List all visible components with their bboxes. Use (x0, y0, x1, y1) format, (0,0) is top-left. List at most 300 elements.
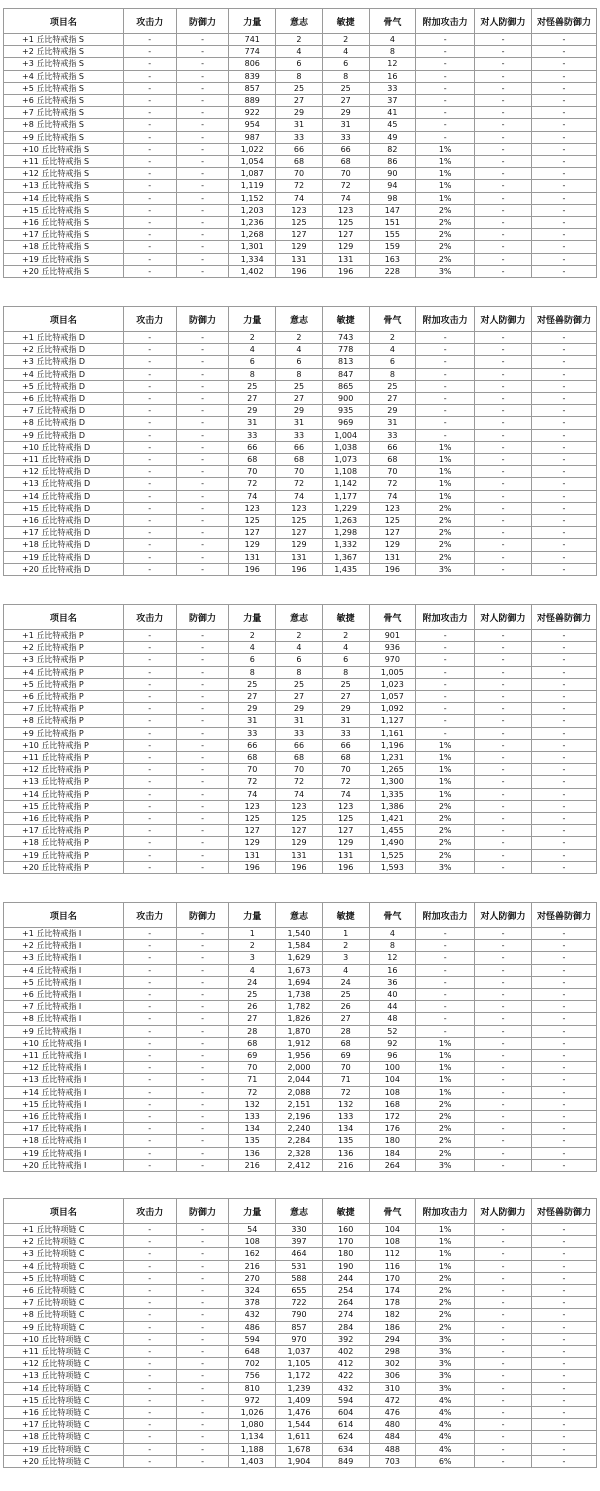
table-row (4, 441, 597, 453)
cell-attack: - (123, 861, 176, 873)
cell-defense: - (176, 82, 229, 94)
cell-agility: 900 (322, 393, 369, 405)
cell-spirit: 6 (369, 356, 416, 368)
cell-will: 70 (276, 466, 323, 478)
cell-pve-defense: - (531, 344, 596, 356)
cell-pvp-defense: - (475, 253, 532, 265)
cell-bonus-attack: 1% (416, 478, 475, 490)
cell-spirit: 70 (369, 466, 416, 478)
cell-pvp-defense: - (475, 654, 532, 666)
cell-strength: 1,080 (229, 1419, 276, 1431)
cell-pvp-defense: - (475, 131, 532, 143)
cell-spirit: 1,161 (369, 727, 416, 739)
cell-name: +11 丘比特戒指 S (4, 156, 124, 168)
cell-pve-defense: - (531, 861, 596, 873)
cell-bonus-attack: 6% (416, 1455, 475, 1467)
cell-name: +17 丘比特戒指 I (4, 1123, 124, 1135)
cell-pvp-defense: - (475, 1025, 532, 1037)
cell-name: +6 丘比特戒指 S (4, 95, 124, 107)
cell-attack: - (123, 58, 176, 70)
cell-defense: - (176, 1123, 229, 1135)
cell-pvp-defense: - (475, 478, 532, 490)
cell-attack: - (123, 515, 176, 527)
table-row (4, 703, 597, 715)
cell-attack: - (123, 204, 176, 216)
cell-will: 68 (276, 156, 323, 168)
cell-defense: - (176, 229, 229, 241)
cell-strength: 1,152 (229, 192, 276, 204)
cell-agility: 865 (322, 380, 369, 392)
cell-attack: - (123, 1025, 176, 1037)
cell-name: +12 丘比特戒指 I (4, 1062, 124, 1074)
cell-spirit: 29 (369, 405, 416, 417)
cell-bonus-attack: 1% (416, 454, 475, 466)
cell-defense: - (176, 1025, 229, 1037)
cell-agility: 1,142 (322, 478, 369, 490)
cell-pve-defense: - (531, 527, 596, 539)
cell-will: 8 (276, 666, 323, 678)
cell-bonus-attack: - (416, 703, 475, 715)
cell-will: 1,956 (276, 1050, 323, 1062)
table-row (4, 393, 597, 405)
cell-pvp-defense: - (475, 143, 532, 155)
cell-strength: 132 (229, 1098, 276, 1110)
cell-bonus-attack: 1% (416, 788, 475, 800)
cell-defense: - (176, 1074, 229, 1086)
cell-strength: 324 (229, 1285, 276, 1297)
cell-name: +9 丘比特戒指 S (4, 131, 124, 143)
cell-agility: 129 (322, 837, 369, 849)
table-row (4, 1135, 597, 1147)
table-header-row (4, 605, 597, 630)
stats-table (3, 902, 597, 1172)
cell-strength: 123 (229, 800, 276, 812)
cell-strength: 74 (229, 490, 276, 502)
cell-name: +4 丘比特戒指 S (4, 70, 124, 82)
cell-pvp-defense: - (475, 1419, 532, 1431)
cell-agility: 422 (322, 1370, 369, 1382)
cell-strength: 25 (229, 380, 276, 392)
cell-name: +5 丘比特戒指 S (4, 82, 124, 94)
cell-attack: - (123, 119, 176, 131)
cell-spirit: 108 (369, 1236, 416, 1248)
cell-agility: 4 (322, 642, 369, 654)
cell-will: 1,629 (276, 952, 323, 964)
cell-attack: - (123, 168, 176, 180)
cell-pve-defense: - (531, 466, 596, 478)
cell-attack: - (123, 344, 176, 356)
cell-attack: - (123, 393, 176, 405)
cell-strength: 71 (229, 1074, 276, 1086)
cell-name: +7 丘比特戒指 D (4, 405, 124, 417)
table-row (4, 1111, 597, 1123)
cell-strength: 33 (229, 727, 276, 739)
cell-strength: 270 (229, 1272, 276, 1284)
cell-pve-defense: - (531, 515, 596, 527)
cell-strength: 972 (229, 1394, 276, 1406)
cell-name: +5 丘比特戒指 D (4, 380, 124, 392)
cell-spirit: 1,231 (369, 752, 416, 764)
table-row (4, 204, 597, 216)
cell-agility: 68 (322, 156, 369, 168)
cell-defense: - (176, 1224, 229, 1236)
table-row (4, 1037, 597, 1049)
cell-spirit: 86 (369, 156, 416, 168)
cell-attack: - (123, 143, 176, 155)
cell-name: +1 丘比特戒指 S (4, 34, 124, 46)
cell-pvp-defense: - (475, 217, 532, 229)
cell-pvp-defense: - (475, 332, 532, 344)
cell-attack: - (123, 630, 176, 642)
cell-pvp-defense: - (475, 1224, 532, 1236)
cell-pve-defense: - (531, 940, 596, 952)
column-header-defense: 防御力 (176, 1199, 229, 1224)
cell-agility: 134 (322, 1123, 369, 1135)
cell-spirit: 196 (369, 563, 416, 575)
cell-defense: - (176, 393, 229, 405)
cell-name: +18 丘比特戒指 D (4, 539, 124, 551)
cell-strength: 4 (229, 344, 276, 356)
cell-bonus-attack: 3% (416, 1370, 475, 1382)
cell-name: +6 丘比特戒指 I (4, 989, 124, 1001)
cell-strength: 839 (229, 70, 276, 82)
cell-spirit: 96 (369, 1050, 416, 1062)
cell-pvp-defense: - (475, 1098, 532, 1110)
cell-pvp-defense: - (475, 563, 532, 575)
cell-bonus-attack: - (416, 46, 475, 58)
table-row (4, 837, 597, 849)
cell-agility: 614 (322, 1419, 369, 1431)
column-header-attack: 攻击力 (123, 605, 176, 630)
cell-attack: - (123, 478, 176, 490)
cell-agility: 8 (322, 70, 369, 82)
cell-will: 27 (276, 95, 323, 107)
cell-will: 27 (276, 691, 323, 703)
cell-will: 27 (276, 393, 323, 405)
table-row (4, 1272, 597, 1284)
cell-spirit: 8 (369, 940, 416, 952)
cell-spirit: 112 (369, 1248, 416, 1260)
cell-attack: - (123, 1272, 176, 1284)
cell-defense: - (176, 217, 229, 229)
cell-will: 25 (276, 678, 323, 690)
cell-attack: - (123, 1455, 176, 1467)
table-row (4, 1309, 597, 1321)
cell-name: +19 丘比特戒指 S (4, 253, 124, 265)
cell-spirit: 703 (369, 1455, 416, 1467)
cell-defense: - (176, 192, 229, 204)
cell-bonus-attack: 1% (416, 180, 475, 192)
column-header-spirit: 骨气 (369, 903, 416, 928)
cell-pve-defense: - (531, 739, 596, 751)
cell-name: +4 丘比特项链 C (4, 1260, 124, 1272)
cell-spirit: 159 (369, 241, 416, 253)
cell-bonus-attack: - (416, 70, 475, 82)
cell-defense: - (176, 454, 229, 466)
cell-spirit: 131 (369, 551, 416, 563)
cell-strength: 136 (229, 1147, 276, 1159)
cell-spirit: 1,386 (369, 800, 416, 812)
table-row (4, 539, 597, 551)
cell-defense: - (176, 976, 229, 988)
cell-spirit: 1,455 (369, 825, 416, 837)
cell-strength: 1,334 (229, 253, 276, 265)
cell-attack: - (123, 1333, 176, 1345)
cell-name: +4 丘比特戒指 D (4, 368, 124, 380)
cell-pve-defense: - (531, 1260, 596, 1272)
cell-pvp-defense: - (475, 454, 532, 466)
cell-defense: - (176, 1272, 229, 1284)
cell-bonus-attack: 2% (416, 825, 475, 837)
cell-attack: - (123, 1236, 176, 1248)
cell-attack: - (123, 356, 176, 368)
cell-defense: - (176, 490, 229, 502)
cell-attack: - (123, 1159, 176, 1171)
cell-attack: - (123, 849, 176, 861)
cell-spirit: 1,335 (369, 788, 416, 800)
cell-agility: 743 (322, 332, 369, 344)
cell-will: 1,105 (276, 1358, 323, 1370)
cell-will: 31 (276, 715, 323, 727)
cell-agility: 8 (322, 666, 369, 678)
cell-pve-defense: - (531, 1001, 596, 1013)
cell-name: +11 丘比特戒指 P (4, 752, 124, 764)
table-row (4, 58, 597, 70)
cell-bonus-attack: 4% (416, 1443, 475, 1455)
column-header-will: 意志 (276, 1199, 323, 1224)
cell-spirit: 33 (369, 429, 416, 441)
cell-strength: 25 (229, 678, 276, 690)
cell-name: +2 丘比特项链 C (4, 1236, 124, 1248)
cell-bonus-attack: 2% (416, 1111, 475, 1123)
cell-bonus-attack: 2% (416, 1309, 475, 1321)
cell-defense: - (176, 764, 229, 776)
cell-name: +15 丘比特戒指 D (4, 502, 124, 514)
cell-name: +14 丘比特项链 C (4, 1382, 124, 1394)
cell-agility: 935 (322, 405, 369, 417)
column-header-attack: 攻击力 (123, 307, 176, 332)
cell-spirit: 476 (369, 1407, 416, 1419)
cell-pvp-defense: - (475, 1321, 532, 1333)
cell-agility: 264 (322, 1297, 369, 1309)
cell-pvp-defense: - (475, 764, 532, 776)
cell-strength: 806 (229, 58, 276, 70)
cell-defense: - (176, 989, 229, 1001)
cell-defense: - (176, 119, 229, 131)
cell-defense: - (176, 849, 229, 861)
cell-pve-defense: - (531, 928, 596, 940)
cell-will: 1,904 (276, 1455, 323, 1467)
cell-bonus-attack: 2% (416, 204, 475, 216)
cell-name: +11 丘比特戒指 I (4, 1050, 124, 1062)
table-row (4, 940, 597, 952)
cell-bonus-attack: 2% (416, 241, 475, 253)
cell-pvp-defense: - (475, 964, 532, 976)
cell-bonus-attack: 2% (416, 502, 475, 514)
cell-will: 196 (276, 861, 323, 873)
cell-name: +19 丘比特项链 C (4, 1443, 124, 1455)
table-row (4, 502, 597, 514)
cell-pve-defense: - (531, 1111, 596, 1123)
cell-pve-defense: - (531, 764, 596, 776)
cell-bonus-attack: 1% (416, 1260, 475, 1272)
cell-name: +7 丘比特戒指 I (4, 1001, 124, 1013)
column-header-bonus-attack: 附加攻击力 (416, 605, 475, 630)
cell-bonus-attack: 2% (416, 253, 475, 265)
cell-pvp-defense: - (475, 1086, 532, 1098)
cell-will: 1,912 (276, 1037, 323, 1049)
cell-bonus-attack: 1% (416, 143, 475, 155)
cell-will: 29 (276, 107, 323, 119)
table-row (4, 788, 597, 800)
cell-will: 531 (276, 1260, 323, 1272)
cell-spirit: 31 (369, 417, 416, 429)
cell-name: +13 丘比特戒指 S (4, 180, 124, 192)
cell-spirit: 27 (369, 393, 416, 405)
cell-strength: 127 (229, 825, 276, 837)
cell-bonus-attack: - (416, 964, 475, 976)
cell-agility: 68 (322, 752, 369, 764)
cell-name: +16 丘比特戒指 D (4, 515, 124, 527)
cell-pve-defense: - (531, 180, 596, 192)
cell-name: +1 丘比特项链 C (4, 1224, 124, 1236)
table-row (4, 1062, 597, 1074)
cell-attack: - (123, 752, 176, 764)
cell-attack: - (123, 1370, 176, 1382)
cell-spirit: 40 (369, 989, 416, 1001)
cell-strength: 1,236 (229, 217, 276, 229)
cell-pvp-defense: - (475, 168, 532, 180)
cell-strength: 1,188 (229, 1443, 276, 1455)
cell-name: +16 丘比特戒指 S (4, 217, 124, 229)
cell-agility: 1,177 (322, 490, 369, 502)
cell-bonus-attack: 2% (416, 515, 475, 527)
cell-name: +8 丘比特戒指 S (4, 119, 124, 131)
cell-will: 330 (276, 1224, 323, 1236)
cell-strength: 774 (229, 46, 276, 58)
cell-bonus-attack: 4% (416, 1431, 475, 1443)
cell-defense: - (176, 776, 229, 788)
cell-spirit: 8 (369, 46, 416, 58)
table-row (4, 739, 597, 751)
cell-defense: - (176, 1147, 229, 1159)
column-header-pvp-defense: 对人防御力 (475, 605, 532, 630)
cell-will: 123 (276, 502, 323, 514)
column-header-bonus-attack: 附加攻击力 (416, 1199, 475, 1224)
cell-will: 25 (276, 380, 323, 392)
cell-defense: - (176, 551, 229, 563)
cell-will: 6 (276, 654, 323, 666)
cell-spirit: 298 (369, 1346, 416, 1358)
cell-strength: 74 (229, 788, 276, 800)
cell-spirit: 104 (369, 1224, 416, 1236)
column-header-pvp-defense: 对人防御力 (475, 307, 532, 332)
cell-will: 2,044 (276, 1074, 323, 1086)
cell-bonus-attack: 3% (416, 1346, 475, 1358)
column-header-pvp-defense: 对人防御力 (475, 903, 532, 928)
cell-strength: 68 (229, 454, 276, 466)
cell-will: 123 (276, 800, 323, 812)
table-row (4, 1236, 597, 1248)
column-header-strength: 力量 (229, 9, 276, 34)
cell-pvp-defense: - (475, 1309, 532, 1321)
cell-name: +3 丘比特戒指 I (4, 952, 124, 964)
cell-agility: 284 (322, 1321, 369, 1333)
cell-bonus-attack: 1% (416, 764, 475, 776)
cell-defense: - (176, 1260, 229, 1272)
cell-spirit: 936 (369, 642, 416, 654)
table-row (4, 253, 597, 265)
cell-will: 1,239 (276, 1382, 323, 1394)
cell-attack: - (123, 156, 176, 168)
cell-will: 2,240 (276, 1123, 323, 1135)
cell-bonus-attack: - (416, 727, 475, 739)
cell-pvp-defense: - (475, 417, 532, 429)
cell-spirit: 104 (369, 1074, 416, 1086)
table-row (4, 1370, 597, 1382)
cell-name: +6 丘比特戒指 P (4, 691, 124, 703)
cell-bonus-attack: 1% (416, 490, 475, 502)
cell-defense: - (176, 1407, 229, 1419)
cell-bonus-attack: 1% (416, 1037, 475, 1049)
cell-will: 2,328 (276, 1147, 323, 1159)
cell-defense: - (176, 1111, 229, 1123)
cell-pvp-defense: - (475, 356, 532, 368)
cell-name: +2 丘比特戒指 P (4, 642, 124, 654)
table-row (4, 478, 597, 490)
table-row (4, 1224, 597, 1236)
cell-bonus-attack: 2% (416, 1098, 475, 1110)
cell-agility: 1 (322, 928, 369, 940)
cell-name: +19 丘比特戒指 P (4, 849, 124, 861)
cell-defense: - (176, 368, 229, 380)
cell-strength: 2 (229, 630, 276, 642)
cell-spirit: 1,057 (369, 691, 416, 703)
cell-strength: 134 (229, 1123, 276, 1135)
cell-spirit: 123 (369, 502, 416, 514)
cell-defense: - (176, 691, 229, 703)
cell-attack: - (123, 813, 176, 825)
table-row (4, 825, 597, 837)
cell-spirit: 170 (369, 1272, 416, 1284)
cell-pvp-defense: - (475, 58, 532, 70)
cell-agility: 123 (322, 800, 369, 812)
cell-pve-defense: - (531, 563, 596, 575)
cell-attack: - (123, 34, 176, 46)
table-row (4, 861, 597, 873)
cell-bonus-attack: - (416, 928, 475, 940)
cell-agility: 969 (322, 417, 369, 429)
cell-spirit: 488 (369, 1443, 416, 1455)
cell-agility: 160 (322, 1224, 369, 1236)
cell-defense: - (176, 478, 229, 490)
cell-pve-defense: - (531, 1346, 596, 1358)
cell-agility: 274 (322, 1309, 369, 1321)
cell-pve-defense: - (531, 1159, 596, 1171)
cell-will: 66 (276, 143, 323, 155)
cell-name: +13 丘比特戒指 P (4, 776, 124, 788)
cell-spirit: 82 (369, 143, 416, 155)
cell-bonus-attack: 4% (416, 1407, 475, 1419)
cell-will: 2,088 (276, 1086, 323, 1098)
cell-attack: - (123, 1074, 176, 1086)
cell-strength: 216 (229, 1260, 276, 1272)
cell-attack: - (123, 764, 176, 776)
cell-strength: 2 (229, 940, 276, 952)
cell-attack: - (123, 788, 176, 800)
cell-bonus-attack: - (416, 368, 475, 380)
cell-name: +5 丘比特项链 C (4, 1272, 124, 1284)
